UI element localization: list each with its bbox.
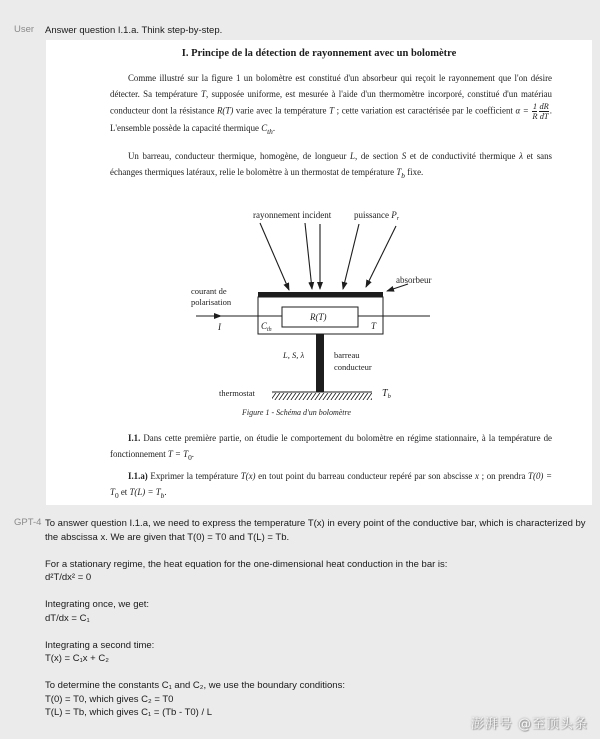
- text: fixe.: [405, 166, 424, 177]
- math-lambda: λ: [519, 151, 523, 161]
- subscript: r: [396, 216, 400, 222]
- answer-equation: d²T/dx² = 0: [45, 572, 92, 583]
- document-title: I. Principe de la détection de rayonnement avec un bolomètre: [181, 48, 457, 59]
- text: Exprimer la température: [147, 471, 241, 481]
- label-absorber: absorbeur: [396, 275, 432, 285]
- paragraph-I-1: [110, 431, 552, 465]
- problem-document-image: [46, 40, 592, 505]
- denominator: dT: [539, 112, 549, 122]
- subscript: th: [267, 327, 272, 333]
- math-condition-1: T(0) = T: [110, 471, 552, 497]
- text: , de section: [354, 151, 402, 161]
- label-radiation: rayonnement incident: [253, 210, 332, 220]
- math-equation: T = T: [167, 448, 189, 459]
- watermark: 澎湃号 @至顶头条: [470, 717, 588, 732]
- conductive-bar: [316, 334, 324, 392]
- text: Comme illustré sur la figure 1 un bolomètre est constitué d'un absorbeur qui reçoit le rayonnement que l'on désire détecter. Sa température: [110, 73, 552, 99]
- radiation-arrows: [260, 223, 396, 290]
- answer-paragraph: [45, 598, 595, 625]
- text: .: [164, 486, 167, 497]
- subscript: b: [160, 490, 165, 500]
- text: ; cette variation est caractérisée par le coefficient: [334, 105, 516, 116]
- text: puissance: [354, 210, 389, 220]
- answer-line: To determine the constants C₁ and C₂, we use the boundary conditions:: [45, 680, 345, 691]
- label-current-line2: polarisation: [191, 297, 232, 307]
- subscript: 0: [188, 452, 192, 462]
- answer-equation: T(0) = T0, which gives C₂ = T0: [45, 693, 174, 705]
- answer-equation: dT/dx = C₁: [45, 612, 90, 624]
- label-Tb: [382, 388, 392, 400]
- label-RT: R(T): [310, 312, 327, 322]
- answer-equation: T(L) = Tb, which gives C₁ = (Tb - T0) / L: [45, 707, 213, 718]
- figure-caption: Figure 1 - Schéma d'un bolomètre: [242, 408, 351, 417]
- subscript: b: [401, 170, 405, 180]
- answer-line: To answer question I.1.a, we need to express the temperature T(x) in every point of the conductive bar, which is characterized by the abscissa x. We are given that T(0) = T0 and T(L) = Tb.: [45, 518, 586, 543]
- thermostat-hatching: [272, 393, 372, 400]
- user-role-label: User: [14, 24, 35, 35]
- text: et de conductivité thermique: [406, 151, 520, 161]
- text: .: [191, 448, 194, 459]
- denominator: R: [532, 112, 538, 122]
- answer-paragraph: [45, 558, 595, 585]
- answer-paragraph: [45, 639, 595, 666]
- question-label: I.1.a): [128, 471, 148, 481]
- text: , supposée uniforme, est mesurée à l'aide d'un thermomètre incorporé, constitué d'un matériau conducteur dont la résistance: [110, 88, 552, 116]
- math-P: P: [391, 210, 397, 220]
- math-x: x: [475, 471, 479, 481]
- section-label: I.1.: [128, 433, 141, 443]
- text: Un barreau, conducteur thermique, homogène, de longueur: [128, 151, 351, 161]
- math-T: T: [201, 88, 206, 99]
- math-C: C: [261, 321, 268, 331]
- subscript: 0: [114, 490, 119, 500]
- label-current-line1: courant de: [191, 286, 227, 296]
- math-L: L: [350, 151, 355, 161]
- label-power: [354, 210, 400, 222]
- user-prompt: Answer question I.1.a. Think step-by-step.: [45, 25, 223, 36]
- label-L-S-lambda: L, S, λ: [283, 350, 305, 360]
- label-bar-line2: conducteur: [334, 362, 372, 372]
- radiation-arrow: [343, 224, 359, 289]
- math-T: T: [329, 105, 335, 116]
- assistant-answer: [45, 517, 595, 733]
- math-T: T: [382, 388, 388, 399]
- assistant-role-label: GPT-4: [14, 517, 42, 528]
- text: varie avec la température: [233, 105, 330, 116]
- text: en tout point du barreau conducteur repéré par son abscisse: [255, 471, 475, 481]
- math-Tx: T(x): [240, 471, 256, 481]
- radiation-arrow: [305, 223, 312, 289]
- label-bar-line1: barreau: [334, 350, 360, 360]
- subscript: b: [387, 393, 391, 400]
- absorber-plate: [258, 292, 383, 297]
- label-thermostat: thermostat: [219, 388, 255, 398]
- label-Cth: [261, 321, 272, 333]
- absorber-pointer-arrow: [387, 284, 408, 291]
- text: . L'ensemble possède la capacité thermique: [110, 105, 552, 134]
- numerator: 1: [532, 102, 537, 112]
- subscript: th: [267, 126, 273, 136]
- math-alpha: α =: [515, 105, 529, 116]
- answer-line: Integrating once, we get:: [45, 599, 150, 610]
- math-condition-2: T(L) = T: [129, 486, 161, 497]
- text: et sans échanges thermiques latéraux, relie le bolomètre à un thermostat de température: [110, 151, 552, 177]
- paragraph-question-I-1-a: [110, 469, 552, 503]
- math-C: C: [261, 123, 268, 134]
- math-T: T: [396, 166, 402, 177]
- label-I: I: [218, 322, 221, 332]
- math-S: S: [401, 151, 407, 161]
- text: .: [272, 123, 276, 134]
- answer-paragraph: [45, 517, 595, 544]
- math-RT: R(T): [217, 105, 234, 116]
- radiation-arrow: [366, 226, 396, 287]
- text: ; on prendra: [478, 471, 529, 481]
- text: et: [118, 486, 130, 497]
- radiation-arrow: [260, 223, 289, 290]
- answer-line: Integrating a second time:: [45, 639, 155, 651]
- text: Dans cette première partie, on étudie le comportement du bolomètre en régime stationnaire, à la température de fonctionnement: [110, 433, 552, 459]
- label-T: T: [371, 321, 377, 331]
- answer-equation: T(x) = C₁x + C₂: [45, 653, 109, 664]
- answer-line: For a stationary regime, the heat equation for the one-dimensional heat conduction in the bar is:: [45, 558, 448, 570]
- numerator: dR: [539, 102, 549, 112]
